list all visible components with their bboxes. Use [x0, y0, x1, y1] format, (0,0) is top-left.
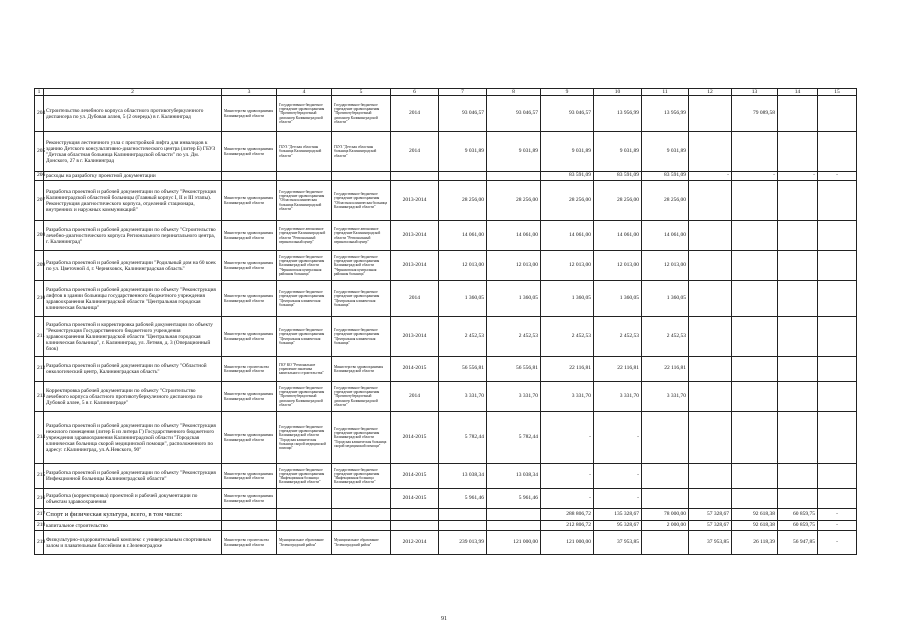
developer-cell: Государственное бюджетное учреждение здравоохранения "Противотуберкулезный диспансер Калининградской области": [277, 96, 332, 132]
column-number-cell: 14: [778, 89, 818, 96]
recipient-cell: Государственное бюджетное учреждение здравоохранения "Центральная клиническая больница": [332, 281, 391, 317]
federal-budget-cell: -: [689, 172, 732, 181]
year-2014-cell: 28 256,00: [594, 181, 642, 221]
year-2014-cell: 1 360,05: [594, 281, 642, 317]
estimated-cost-cell: 239 013,99: [439, 531, 487, 555]
row-index-cell: 219: [35, 531, 44, 555]
customer-cell: Министерство здравоохранения Калининградской области: [222, 132, 277, 172]
estimated-cost-cell: 5 782,44: [439, 412, 487, 464]
year-2016-cell: [778, 412, 818, 464]
customer-cell: Министерство здравоохранения Калининградской области: [222, 181, 277, 221]
year-2014-cell: 12 013,00: [594, 251, 642, 281]
recipient-cell: Муниципальное образование "Зеленоградский район": [332, 531, 391, 555]
row-index-cell: 218: [35, 521, 44, 531]
column-number-cell: 1: [35, 89, 44, 96]
year-2017-cell: [818, 464, 857, 489]
year-2015-cell: [732, 221, 778, 251]
year-2014-cell: 3 331,70: [594, 382, 642, 412]
year-2017-cell: [818, 181, 857, 221]
regional-budget-cell: 3 331,70: [642, 382, 689, 412]
year-2015-cell: [732, 181, 778, 221]
column-number-cell: 7: [439, 89, 487, 96]
federal-budget-cell: 57 328,67: [689, 509, 732, 521]
recipient-cell: [332, 521, 391, 531]
year-2014-cell: -: [594, 464, 642, 489]
estimated-cost-cell: 3 331,70: [439, 382, 487, 412]
remaining-cost-cell: 14 061,00: [487, 221, 541, 251]
column-number-cell: 15: [818, 89, 857, 96]
year-2016-cell: 60 859,75: [778, 509, 818, 521]
year-2014-cell: 13 956,99: [594, 96, 642, 132]
regional-budget-cell: [642, 531, 689, 555]
customer-cell: Министерство здравоохранения Калининградской области: [222, 382, 277, 412]
year-2014-cell: 22 116,81: [594, 357, 642, 382]
table-row: [35, 132, 857, 172]
year-2015-cell: [732, 132, 778, 172]
customer-cell: Министерство здравоохранения Калининградской области: [222, 251, 277, 281]
column-number-cell: 6: [391, 89, 439, 96]
total-cell: -: [541, 489, 594, 509]
year-2015-cell: [732, 382, 778, 412]
total-cell: -: [541, 464, 594, 489]
total-cell: 83 591,09: [541, 172, 594, 181]
object-name-cell: Строительство лечебного корпуса областного противотуберкулезного диспансера по ул. Дубовая аллея, 5 (2 очередь) в г. Калининград: [44, 96, 222, 132]
year-2017-cell: -: [818, 531, 857, 555]
object-name-cell: Разработка (корректировка) проектной и рабочей документации по объектам здравоохранения: [44, 489, 222, 509]
year-2017-cell: [818, 251, 857, 281]
customer-cell: Министерство здравоохранения Калининградской области: [222, 281, 277, 317]
recipient-cell: Государственное бюджетное учреждение здравоохранения "Противотуберкулезный диспансер Калининградской области": [332, 96, 391, 132]
period-cell: 2014-2015: [391, 412, 439, 464]
table-row: [35, 357, 857, 382]
column-number-cell: 5: [332, 89, 391, 96]
year-2017-cell: -: [818, 521, 857, 531]
row-index-cell: 214: [35, 412, 44, 464]
regional-budget-cell: 12 013,00: [642, 251, 689, 281]
estimated-cost-cell: 1 360,05: [439, 281, 487, 317]
row-index-cell: 211: [35, 317, 44, 357]
customer-cell: Министерство здравоохранения Калининградской области: [222, 489, 277, 509]
customer-cell: [222, 172, 277, 181]
federal-budget-cell: [689, 251, 732, 281]
period-cell: [391, 509, 439, 521]
estimated-cost-cell: 56 556,81: [439, 357, 487, 382]
estimated-cost-cell: 13 038,34: [439, 464, 487, 489]
developer-cell: ГКУ КО "Региональное управление заказчика капитального строительства": [277, 357, 332, 382]
row-index-cell: 213: [35, 382, 44, 412]
remaining-cost-cell: 121 000,00: [487, 531, 541, 555]
recipient-cell: Государственное бюджетное учреждение здравоохранения Калининградской области "Черняховская центральная районная больница": [332, 251, 391, 281]
estimated-cost-cell: 28 256,00: [439, 181, 487, 221]
table-row: [35, 251, 857, 281]
year-2015-cell: 92 618,38: [732, 509, 778, 521]
table-row: [35, 412, 857, 464]
total-cell: 22 116,81: [541, 357, 594, 382]
remaining-cost-cell: 13 038,34: [487, 464, 541, 489]
remaining-cost-cell: [487, 172, 541, 181]
customer-cell: Министерство строительства Калининградской области: [222, 531, 277, 555]
regional-budget-cell: 28 256,00: [642, 181, 689, 221]
year-2014-cell: 2 452,53: [594, 317, 642, 357]
customer-cell: Министерство здравоохранения Калининградской области: [222, 96, 277, 132]
recipient-cell: Министерство здравоохранения Калининградской области: [332, 357, 391, 382]
estimated-cost-cell: 2 452,53: [439, 317, 487, 357]
table-row: [35, 172, 857, 181]
column-number-cell: 13: [732, 89, 778, 96]
developer-cell: Государственное бюджетное учреждение здравоохранения Калининградской области "Городская клиническая больница скорой медицинской помощи": [277, 412, 332, 464]
object-name-cell: Физкультурно-оздоровительный комплекс с универсальным спортивным залом и плавательным бассейном в г.Зеленоградске: [44, 531, 222, 555]
federal-budget-cell: 57 328,67: [689, 521, 732, 531]
remaining-cost-cell: 28 256,00: [487, 181, 541, 221]
regional-budget-cell: 78 000,00: [642, 509, 689, 521]
year-2017-cell: [818, 382, 857, 412]
row-index-cell: 216: [35, 489, 44, 509]
developer-cell: ГБУЗ "Детская областная больница Калининградской области": [277, 132, 332, 172]
row-index-cell: 212: [35, 357, 44, 382]
year-2016-cell: [778, 489, 818, 509]
estimated-cost-cell: 12 013,00: [439, 251, 487, 281]
year-2014-cell: 83 591,09: [594, 172, 642, 181]
table-row: [35, 531, 857, 555]
period-cell: [391, 521, 439, 531]
federal-budget-cell: [689, 96, 732, 132]
total-cell: 3 331,70: [541, 382, 594, 412]
year-2016-cell: [778, 464, 818, 489]
recipient-cell: [332, 489, 391, 509]
recipient-cell: Государственное автономное учреждение Калининградской области "Региональный перинатальный центр": [332, 221, 391, 251]
table-row: [35, 382, 857, 412]
object-name-cell: Разработка проектной и рабочей документации по объекту "Реконструкция нежилого помещения (литер Б из литера Г) Государственного бюджетного учреждения здравоохранения Калининградской области "Городская клиническая больница скорой медицинской помощи", расположенного по адресу: г.Калининград, ул.А.Невского, 90": [44, 412, 222, 464]
period-cell: 2013-2014: [391, 317, 439, 357]
object-name-cell: Разработка проектной и рабочей документации по объекту "Реконструкция Инфекционной больницы Калининградской области": [44, 464, 222, 489]
federal-budget-cell: [689, 382, 732, 412]
year-2014-cell: 37 953,85: [594, 531, 642, 555]
column-number-cell: 3: [222, 89, 277, 96]
year-2016-cell: [778, 96, 818, 132]
row-index-cell: 209: [35, 251, 44, 281]
remaining-cost-cell: 93 046,57: [487, 96, 541, 132]
recipient-cell: Государственное бюджетное учреждение здравоохранения "Областная клиническая больница Калининградской области": [332, 181, 391, 221]
column-number-cell: 4: [277, 89, 332, 96]
year-2015-cell: [732, 251, 778, 281]
year-2016-cell: 56 947,85: [778, 531, 818, 555]
remaining-cost-cell: 2 452,53: [487, 317, 541, 357]
year-2014-cell: 135 328,67: [594, 509, 642, 521]
period-cell: 2014: [391, 281, 439, 317]
year-2016-cell: [778, 132, 818, 172]
table-row: [35, 181, 857, 221]
period-cell: 2014: [391, 96, 439, 132]
recipient-cell: Государственное бюджетное учреждение здравоохранения "Центральная клиническая больница": [332, 317, 391, 357]
regional-budget-cell: 22 116,81: [642, 357, 689, 382]
remaining-cost-cell: [487, 521, 541, 531]
year-2015-cell: [732, 412, 778, 464]
budget-table: [34, 88, 857, 555]
object-name-cell: Разработка проектной и рабочей документации по объекту "Реконструкция Калининградской областной больницы (Главный корпус I, II и III этапы). Реконструкция диагностического корпуса, отделений стационара, внутренних и наружных коммуникаций": [44, 181, 222, 221]
regional-budget-cell: [642, 464, 689, 489]
row-index-cell: 205: [35, 132, 44, 172]
year-2017-cell: [818, 317, 857, 357]
table-row: [35, 464, 857, 489]
period-cell: 2014-2015: [391, 464, 439, 489]
customer-cell: Министерство строительства Калининградской области: [222, 357, 277, 382]
table-row: [35, 221, 857, 251]
estimated-cost-cell: [439, 172, 487, 181]
year-2015-cell: 26 118,39: [732, 531, 778, 555]
regional-budget-cell: 2 452,53: [642, 317, 689, 357]
customer-cell: Министерство здравоохранения Калининградской области: [222, 412, 277, 464]
year-2016-cell: [778, 357, 818, 382]
remaining-cost-cell: 9 031,89: [487, 132, 541, 172]
budget-table-sheet: [34, 88, 856, 555]
period-cell: 2013-2014: [391, 181, 439, 221]
regional-budget-cell: 14 061,00: [642, 221, 689, 251]
page-number: 91: [441, 616, 447, 622]
column-number-cell: 11: [642, 89, 689, 96]
remaining-cost-cell: 5 961,46: [487, 489, 541, 509]
federal-budget-cell: [689, 221, 732, 251]
total-cell: 2 452,53: [541, 317, 594, 357]
total-cell: 212 806,72: [541, 521, 594, 531]
object-name-cell: Разработка проектной и рабочей документации по объекту "Областной онкологический центр, Калининградская область": [44, 357, 222, 382]
federal-budget-cell: [689, 412, 732, 464]
developer-cell: Государственное бюджетное учреждение здравоохранения "Инфекционная больница Калининградской области": [277, 464, 332, 489]
column-number-cell: 9: [541, 89, 594, 96]
table-row: [35, 521, 857, 531]
table-row: [35, 509, 857, 521]
row-index-cell: 208: [35, 221, 44, 251]
table-row: [35, 96, 857, 132]
developer-cell: Государственное бюджетное учреждение здравоохранения "Центральная клиническая больница": [277, 317, 332, 357]
regional-budget-cell: 83 591,09: [642, 172, 689, 181]
regional-budget-cell: 1 360,05: [642, 281, 689, 317]
row-index-cell: 217: [35, 509, 44, 521]
table-row: [35, 489, 857, 509]
year-2014-cell: -: [594, 412, 642, 464]
year-2015-cell: [732, 317, 778, 357]
estimated-cost-cell: 5 961,46: [439, 489, 487, 509]
total-cell: 14 061,00: [541, 221, 594, 251]
federal-budget-cell: [689, 132, 732, 172]
recipient-cell: [332, 509, 391, 521]
row-index-cell: 206: [35, 172, 44, 181]
period-cell: 2013-2014: [391, 251, 439, 281]
customer-cell: Министерство здравоохранения Калининградской области: [222, 464, 277, 489]
year-2015-cell: [732, 357, 778, 382]
recipient-cell: [332, 172, 391, 181]
year-2017-cell: [818, 221, 857, 251]
year-2015-cell: [732, 489, 778, 509]
remaining-cost-cell: 3 331,70: [487, 382, 541, 412]
object-name-cell: Спорт и физическая культура, всего, в том числе:: [44, 509, 222, 521]
customer-cell: Министерство здравоохранения Калининградской области: [222, 221, 277, 251]
year-2017-cell: [818, 281, 857, 317]
column-number-cell: 12: [689, 89, 732, 96]
period-cell: 2013-2014: [391, 221, 439, 251]
object-name-cell: Разработка проектной и рабочей документации "Родильный дом на 60 коек по ул. Цветочной 4, г. Черняховск, Калининградская область": [44, 251, 222, 281]
year-2017-cell: [818, 96, 857, 132]
developer-cell: [277, 172, 332, 181]
federal-budget-cell: [689, 181, 732, 221]
year-2017-cell: [818, 489, 857, 509]
recipient-cell: Государственное бюджетное учреждение здравоохранения "Инфекционная больница Калининградской области": [332, 464, 391, 489]
developer-cell: Государственное бюджетное учреждение здравоохранения "Областная клиническая больница Калининградской области": [277, 181, 332, 221]
period-cell: 2014: [391, 382, 439, 412]
developer-cell: Муниципальное образование "Зеленоградский район": [277, 531, 332, 555]
federal-budget-cell: [689, 317, 732, 357]
year-2014-cell: 95 328,67: [594, 521, 642, 531]
developer-cell: Государственное бюджетное учреждение здравоохранения Калининградской области "Черняховская центральная районная больница": [277, 251, 332, 281]
row-index-cell: 210: [35, 281, 44, 317]
object-name-cell: расходы на разработку проектной документации: [44, 172, 222, 181]
federal-budget-cell: [689, 357, 732, 382]
estimated-cost-cell: 14 061,00: [439, 221, 487, 251]
table-body: [35, 89, 857, 555]
customer-cell: [222, 509, 277, 521]
developer-cell: [277, 489, 332, 509]
regional-budget-cell: [642, 412, 689, 464]
object-name-cell: Реконструкция лестничного узла с пристройкой лифта для инвалидов к зданию Детского консультативно-диагностического центра (литер Б) ГБУЗ "Детская областная больница Калининградской области" по ул. Дм. Донского, 27 в г. Калининград: [44, 132, 222, 172]
remaining-cost-cell: 1 360,05: [487, 281, 541, 317]
remaining-cost-cell: 12 013,00: [487, 251, 541, 281]
estimated-cost-cell: [439, 521, 487, 531]
row-index-cell: 215: [35, 464, 44, 489]
period-cell: 2014: [391, 132, 439, 172]
year-2015-cell: 79 089,58: [732, 96, 778, 132]
year-2016-cell: [778, 317, 818, 357]
recipient-cell: Государственное бюджетное учреждение здравоохранения "Противотуберкулезный диспансер Калининградской области": [332, 382, 391, 412]
object-name-cell: Корректировка рабочей документации по объекту "Строительство лечебного корпуса областного противотуберкулезного диспансера по Дубовой аллее, 5 в г. Калининграде": [44, 382, 222, 412]
estimated-cost-cell: 93 046,57: [439, 96, 487, 132]
period-cell: 2012-2014: [391, 531, 439, 555]
customer-cell: [222, 521, 277, 531]
federal-budget-cell: [689, 281, 732, 317]
year-2016-cell: -: [778, 172, 818, 181]
customer-cell: Министерство здравоохранения Калининградской области: [222, 317, 277, 357]
year-2017-cell: -: [818, 509, 857, 521]
object-name-cell: Разработка проектной и рабочей документации по объекту "Строительство лечебно-диагностического корпуса Регионального перинатального центра, г. Калининград": [44, 221, 222, 251]
column-number-cell: 10: [594, 89, 642, 96]
column-number-cell: 2: [44, 89, 222, 96]
total-cell: 121 000,00: [541, 531, 594, 555]
federal-budget-cell: 37 953,85: [689, 531, 732, 555]
period-cell: 2014-2015: [391, 489, 439, 509]
year-2014-cell: 9 031,89: [594, 132, 642, 172]
object-name-cell: Разработка проектной и рабочей документации по объекту "Реконструкция лифтов в здании больницы государственного бюджетного учреждения здравоохранения Калининградской области "Центральная городская клиническая больница": [44, 281, 222, 317]
year-2016-cell: [778, 281, 818, 317]
year-2017-cell: [818, 412, 857, 464]
recipient-cell: Государственное бюджетное учреждение здравоохранения Калининградской области "Городская клиническая больница скорой медицинской помощи": [332, 412, 391, 464]
column-number-cell: 8: [487, 89, 541, 96]
year-2014-cell: -: [594, 489, 642, 509]
year-2015-cell: [732, 281, 778, 317]
remaining-cost-cell: 5 782,44: [487, 412, 541, 464]
developer-cell: Государственное автономное учреждение Калининградской области "Региональный перинатальный центр": [277, 221, 332, 251]
regional-budget-cell: [642, 489, 689, 509]
year-2017-cell: [818, 357, 857, 382]
year-2015-cell: [732, 464, 778, 489]
remaining-cost-cell: 56 556,81: [487, 357, 541, 382]
total-cell: 9 031,89: [541, 132, 594, 172]
row-index-cell: 207: [35, 181, 44, 221]
year-2016-cell: [778, 251, 818, 281]
year-2016-cell: [778, 382, 818, 412]
year-2016-cell: [778, 221, 818, 251]
year-2015-cell: -: [732, 172, 778, 181]
object-name-cell: капитальное строительство: [44, 521, 222, 531]
year-2017-cell: [818, 132, 857, 172]
row-index-cell: 204: [35, 96, 44, 132]
regional-budget-cell: 9 031,89: [642, 132, 689, 172]
total-cell: 93 046,57: [541, 96, 594, 132]
developer-cell: [277, 521, 332, 531]
period-cell: 2014-2015: [391, 357, 439, 382]
object-name-cell: Разработка проектной и корректировка рабочей документации по объекту "Реконструкция Государственного бюджетного учреждения здравоохранения Калининградской области "Центральная городская клиническая больница", г. Калининград, ул. Летняя, д. 3 (Операционный блок): [44, 317, 222, 357]
year-2015-cell: 92 618,38: [732, 521, 778, 531]
year-2016-cell: [778, 181, 818, 221]
federal-budget-cell: [689, 464, 732, 489]
total-cell: -: [541, 412, 594, 464]
table-row: [35, 317, 857, 357]
period-cell: [391, 172, 439, 181]
year-2017-cell: -: [818, 172, 857, 181]
regional-budget-cell: 13 956,99: [642, 96, 689, 132]
column-number-row: [35, 89, 857, 96]
total-cell: 12 013,00: [541, 251, 594, 281]
year-2014-cell: 14 061,00: [594, 221, 642, 251]
year-2016-cell: 60 859,75: [778, 521, 818, 531]
federal-budget-cell: [689, 489, 732, 509]
total-cell: 28 256,00: [541, 181, 594, 221]
regional-budget-cell: 2 000,00: [642, 521, 689, 531]
estimated-cost-cell: [439, 509, 487, 521]
total-cell: 1 360,05: [541, 281, 594, 317]
recipient-cell: ГБУЗ "Детская областная больница Калининградской области": [332, 132, 391, 172]
table-row: [35, 281, 857, 317]
developer-cell: Государственное бюджетное учреждение здравоохранения "Противотуберкулезный диспансер Калининградской области": [277, 382, 332, 412]
total-cell: 288 806,72: [541, 509, 594, 521]
estimated-cost-cell: 9 031,89: [439, 132, 487, 172]
developer-cell: [277, 509, 332, 521]
remaining-cost-cell: [487, 509, 541, 521]
developer-cell: Государственное бюджетное учреждение здравоохранения "Центральная клиническая больница": [277, 281, 332, 317]
